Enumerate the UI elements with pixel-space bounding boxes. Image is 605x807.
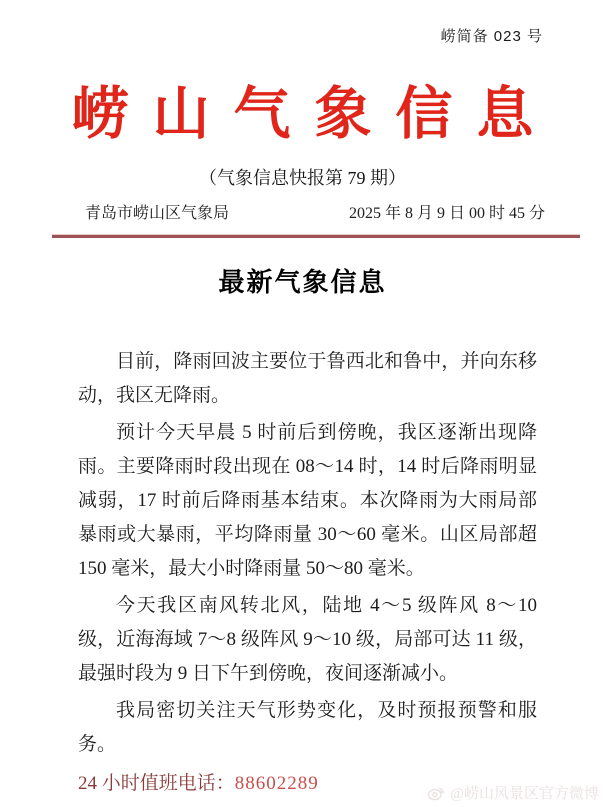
watermark-text: @崂山风景区官方微博 [450,786,599,802]
red-divider [52,235,580,238]
bulletin-issue-subtitle: （气象信息快报第 79 期） [199,168,406,188]
section-heading: 最新气象信息 [218,267,387,297]
doc-number: 崂简备 023 号 [440,28,543,45]
weibo-icon [426,783,446,803]
paragraph-rain-forecast: 预计今天早晨 5 时前后到傍晚，我区逐渐出现降雨。主要降雨时段出现在 08～14 时，14 时后降雨明显减弱，17 时前后降雨基本结束。本次降雨为大雨局部暴雨或大暴雨，平均降雨量 30～60 毫米。山区局部超 150 毫米，最大小时降雨量 50～80 毫米。 [78,422,537,579]
issuing-agency: 青岛市崂山区气象局 [85,205,230,222]
bulletin-body [0,345,605,762]
hotline-label: 24 小时值班电话： [78,773,235,794]
page-title: 崂山气象信息 [71,83,558,146]
hotline-number: 88602289 [234,773,319,794]
paragraph-current-situation: 目前，降雨回波主要位于鲁西北和鲁中，并向东移动，我区无降雨。 [78,351,537,406]
paragraph-closing-note: 我局密切关注天气形势变化，及时预报预警和服务。 [78,700,537,755]
paragraph-wind-forecast: 今天我区南风转北风，陆地 4～5 级阵风 8～10 级，近海海域 7～8 级阵风 9～10 级，局部可达 11 级，最强时段为 9 日下午到傍晚，夜间逐渐减小。 [78,595,537,684]
watermark [426,782,599,803]
meta-row [0,200,605,223]
issue-datetime: 2025 年 8 月 9 日 00 时 45 分 [348,205,545,222]
